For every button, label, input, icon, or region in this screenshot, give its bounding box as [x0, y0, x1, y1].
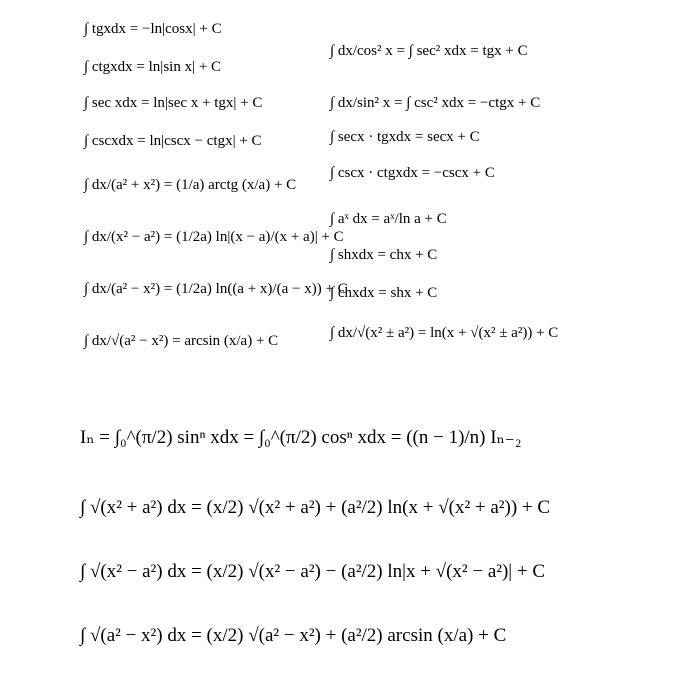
formula-right-2: ∫ dx/sin² x = ∫ csc² xdx = −ctgx + C	[330, 95, 541, 111]
formula-left-3: ∫ sec xdx = ln|sec x + tgx| + C	[84, 95, 263, 111]
formula-right-4: ∫ cscx · ctgxdx = −cscx + C	[330, 165, 495, 181]
formula-sqrt-plus: ∫ √(x² + a²) dx = (x/2) √(x² + a²) + (a²/2) ln(x + √(x² + a²)) + C	[80, 497, 551, 518]
formula-right-8: ∫ dx/√(x² ± a²) = ln(x + √(x² ± a²)) + C	[330, 325, 559, 341]
formula-sqrt-diff: ∫ √(a² − x²) dx = (x/2) √(a² − x²) + (a²/2) arcsin (x/a) + C	[80, 625, 507, 646]
formula-left-8: ∫ dx/√(a² − x²) = arcsin (x/a) + C	[84, 333, 279, 349]
formula-right-5: ∫ aˣ dx = aˣ/ln a + C	[330, 211, 447, 227]
formula-left-5: ∫ dx/(a² + x²) = (1/a) arctg (x/a) + C	[84, 177, 297, 193]
formula-reduction: Iₙ = ∫₀^(π/2) sinⁿ xdx = ∫₀^(π/2) cosⁿ xdx = ((n − 1)/n) Iₙ₋₂	[80, 427, 522, 448]
formula-right-3: ∫ secx · tgxdx = secx + C	[330, 129, 480, 145]
formula-right-1: ∫ dx/cos² x = ∫ sec² xdx = tgx + C	[330, 43, 528, 59]
formula-left-6: ∫ dx/(x² − a²) = (1/2a) ln|(x − a)/(x + a)| + C	[84, 229, 344, 245]
formula-sqrt-minus: ∫ √(x² − a²) dx = (x/2) √(x² − a²) − (a²/2) ln|x + √(x² − a²)| + C	[80, 561, 545, 582]
formula-left-4: ∫ cscxdx = ln|cscx − ctgx| + C	[84, 133, 262, 149]
formula-right-7: ∫ chxdx = shx + C	[330, 285, 438, 301]
formula-left-1: ∫ tgxdx = −ln|cosx| + C	[84, 21, 222, 37]
formula-right-6: ∫ shxdx = chx + C	[330, 247, 438, 263]
formula-left-2: ∫ ctgxdx = ln|sin x| + C	[84, 59, 222, 75]
formula-left-7: ∫ dx/(a² − x²) = (1/2a) ln((a + x)/(a − x)) + C	[84, 281, 348, 297]
